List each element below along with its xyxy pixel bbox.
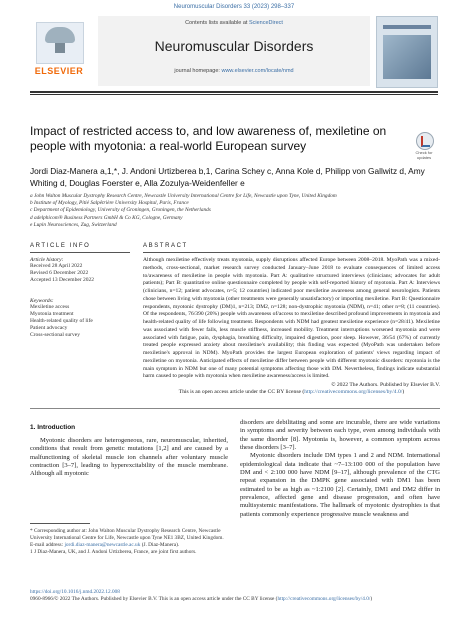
journal-cover-thumbnail[interactable] xyxy=(376,16,438,88)
email-note xyxy=(30,542,228,549)
introduction-paragraph: Myotonic disorders are heterogeneous, rare, neuromuscular, inherited, conditions that result from genetic mutations [1,2] and are caused by a malfunctioning of skeletal muscle ion channels after voluntary muscle contraction [3–7], leading to hyperexcitability of the muscle membrane. Although all myotonic xyxy=(30,437,228,478)
history-accepted: Accepted 13 December 2022 xyxy=(30,277,94,283)
keyword-item: Patient advocacy xyxy=(30,325,68,331)
abstract-heading: ABSTRACT xyxy=(143,243,188,249)
body-column-right xyxy=(240,419,440,519)
history-label: Article history: xyxy=(30,257,64,263)
publisher-name: ELSEVIER xyxy=(34,66,84,76)
abstract-rule xyxy=(143,252,440,253)
masthead-banner xyxy=(98,16,370,86)
abstract-bottom-rule xyxy=(30,408,440,409)
affiliation-list xyxy=(30,193,440,229)
keyword-item: Myotonia treatment xyxy=(30,311,74,317)
email-suffix: (J. Diaz-Manera). xyxy=(141,542,180,548)
masthead-divider xyxy=(30,91,438,93)
license-line xyxy=(30,596,440,603)
joint-first-author-note: 1 J Diaz-Manera, UK, and J. Andoni Urtizberea, France, are joint first authors. xyxy=(30,549,197,555)
introduction-paragraph: Myotonic disorders include DM types 1 and 2 and NDM. International epidemiological data indicate that ~7–13:100 000 of the population have DM and < 2:100 000 have NDM [9–17], although prevalence of the CTG repeat expansion in the DMPK gene associated with DM1 has been estimated to be as high as ~1:2100 [2]. Certainly, DM1 and DM2 differ in prevalence, affected gene and disease progression, and often have multisystemic manifestations. The hallmark of myotonic dystrophies is that patients commonly experience progressive muscle weakness and xyxy=(240,452,440,518)
homepage-link[interactable]: www.elsevier.com/locate/nmd xyxy=(221,68,294,74)
journal-title: Neuromuscular Disorders xyxy=(154,38,314,54)
abstract-copyright: © 2022 The Authors. Published by Elsevier B.V. xyxy=(331,382,440,388)
history-received: Received 28 April 2022 xyxy=(30,263,83,269)
article-info-panel xyxy=(30,243,130,339)
open-access-prefix: This is an open access article under the CC BY license ( xyxy=(178,389,305,395)
license-suffix: ) xyxy=(370,596,373,602)
email-link[interactable]: jordi.diaz-manera@newcastle.ac.uk xyxy=(64,542,141,548)
keyword-item: Mexiletine access xyxy=(30,304,70,310)
affiliation-item: a John Walton Muscular Dystrophy Research Centre, Newcastle University International Centre for Life, Newcastle upon Tyne, United Kingdom xyxy=(30,193,337,199)
affiliation-item: d adelphicom® Business Partners GmbH & Co KG, Cologne, Germany xyxy=(30,214,183,221)
homepage-prefix: journal homepage: xyxy=(174,68,220,74)
abstract-panel xyxy=(143,243,440,395)
license-link[interactable]: http://creativecommons.org/licenses/by/4.0/ xyxy=(277,596,371,602)
keyword-item: Cross-sectional survey xyxy=(30,332,80,338)
doi-block xyxy=(30,589,440,603)
sciencedirect-link[interactable]: ScienceDirect xyxy=(248,20,283,26)
footnote-rule xyxy=(30,523,90,524)
article-info-heading: ARTICLE INFO xyxy=(30,243,91,249)
article-title: Impact of restricted access to, and low awareness of, mexiletine on people with myotonia: a real-world European survey xyxy=(30,124,387,153)
abstract-text: Although mexiletine effectively treats myotonia, supply disruptions affected Europe between 2008–2018. MyoPath was a mixed-methods, cross-sectional, market research survey conducted January–June 2018 to evaluate consequences of limited access to/awareness of mexiletine in people with myotonia. Part A: qualitative structured interviews (clinicians; advocates for adult patients); Part B: quantitative online questionnaire completed by people with self-reported history of myotonia. Part A: Interviews (clinicians, n=12; patient advocates, n=5; 12 countries) indicated poor mexiletine awareness among general neurologists. Patients chose between living with myotonia (other treatments were generally unsatisfactory) or importing mexiletine. Part B: Questionnaire respondents, myotonic dystrophy (DM)1, n=213; DM2, n=128; non-dystrophic myotonia (NDM), n=41; other n=8; (11 countries). Of the respondents, 76/390 (20%) people with awareness of/access to mexiletine described profound improvements in myotonia and health-related quality of life following treatment. Respondents with NDM had greatest mexiletine experience (n=28/41). Mexiletine was associated with fewer falls, less muscle stiffness, increased mobility. Treatment interruptions worsened myotonia and were associated with fatigue, pain, dysphagia, breathing difficulty, impaired digestion, poor sleep. However, 36/54 (67%) of currently treated people expressed anxiety about mexiletine's availability; this finding was expected (MyoPath was undertaken before mexiletine's approval in NDM). MyoPath provides the largest European exploration of patients' views regarding impact of mexiletine on myotonia. Anticipated effects of mexiletine differ between people with different myotonic disorders: myotonia is the main symptom in NDM but one of many potential symptoms affecting those with DM. Nevertheless, findings indicate substantial harm caused to people with myotonia when mexiletine awareness/access is limited. xyxy=(143,257,440,380)
keyword-item: Health-related quality of life xyxy=(30,318,93,324)
doi-link[interactable]: https://doi.org/10.1016/j.nmd.2022.12.008 xyxy=(30,589,120,595)
introduction-heading: 1. Introduction xyxy=(30,424,76,431)
publisher-logo[interactable] xyxy=(30,22,88,78)
masthead-divider-secondary xyxy=(30,94,438,95)
author-list: Jordi Diaz-Manera a,1,*, J. Andoni Urtizberea b,1, Carina Schey c, Anna Kole d, Philipp von Gallwitz d, Amy Whiting d, Douglas Foerster e, Alla Zozulya-Weidenfeller e xyxy=(30,166,425,188)
body-column-left xyxy=(30,424,228,479)
affiliation-item: e Lupin Neurosciences, Zug, Switzerland xyxy=(30,221,117,228)
check-for-updates-label: Check for updates xyxy=(415,150,433,160)
check-for-updates-badge[interactable] xyxy=(410,132,438,158)
affiliation-item: b Institute of Myology, Pitié Salpêtrière University Hospital, Paris, France xyxy=(30,200,189,207)
open-access-suffix: ) xyxy=(402,389,405,395)
journal-homepage xyxy=(98,68,370,74)
email-prefix: E-mail address: xyxy=(30,542,64,548)
footnotes xyxy=(30,523,228,556)
article-info-rule xyxy=(30,252,130,253)
journal-reference[interactable]: Neuromuscular Disorders 33 (2023) 298–337 xyxy=(173,4,295,10)
journal-masthead xyxy=(30,16,438,88)
keywords-label: Keywords: xyxy=(30,298,54,304)
contents-line xyxy=(98,20,370,26)
license-prefix: 0960-8966/© 2022 The Authors. Published by Elsevier B.V. This is an open access article under the CC BY license ( xyxy=(30,596,278,602)
history-revised: Revised 6 December 2022 xyxy=(30,270,89,276)
affiliation-item: c Department of Epidemiology, University of Groningen, Groningen, the Netherlands xyxy=(30,207,211,214)
corresponding-author-note: * Corresponding author at: John Walton Muscular Dystrophy Research Centre, Newcastle University International Centre for Life, Newcastle upon Tyne NE1 3BZ, United Kingdom. xyxy=(30,528,224,541)
introduction-paragraph: disorders are debilitating and some are incurable, there are wide variations in symptoms and severity between each type, even among individuals with the same disorder [8]. Myotonia is, however, a common symptom across these disorders [3–7]. xyxy=(240,419,440,452)
check-for-updates-icon xyxy=(416,132,434,150)
contents-prefix: Contents lists available at xyxy=(185,20,248,26)
license-link[interactable]: http://creativecommons.org/licenses/by/4.0/ xyxy=(304,389,403,395)
open-access-notice xyxy=(143,389,440,395)
tree-icon xyxy=(36,22,84,64)
